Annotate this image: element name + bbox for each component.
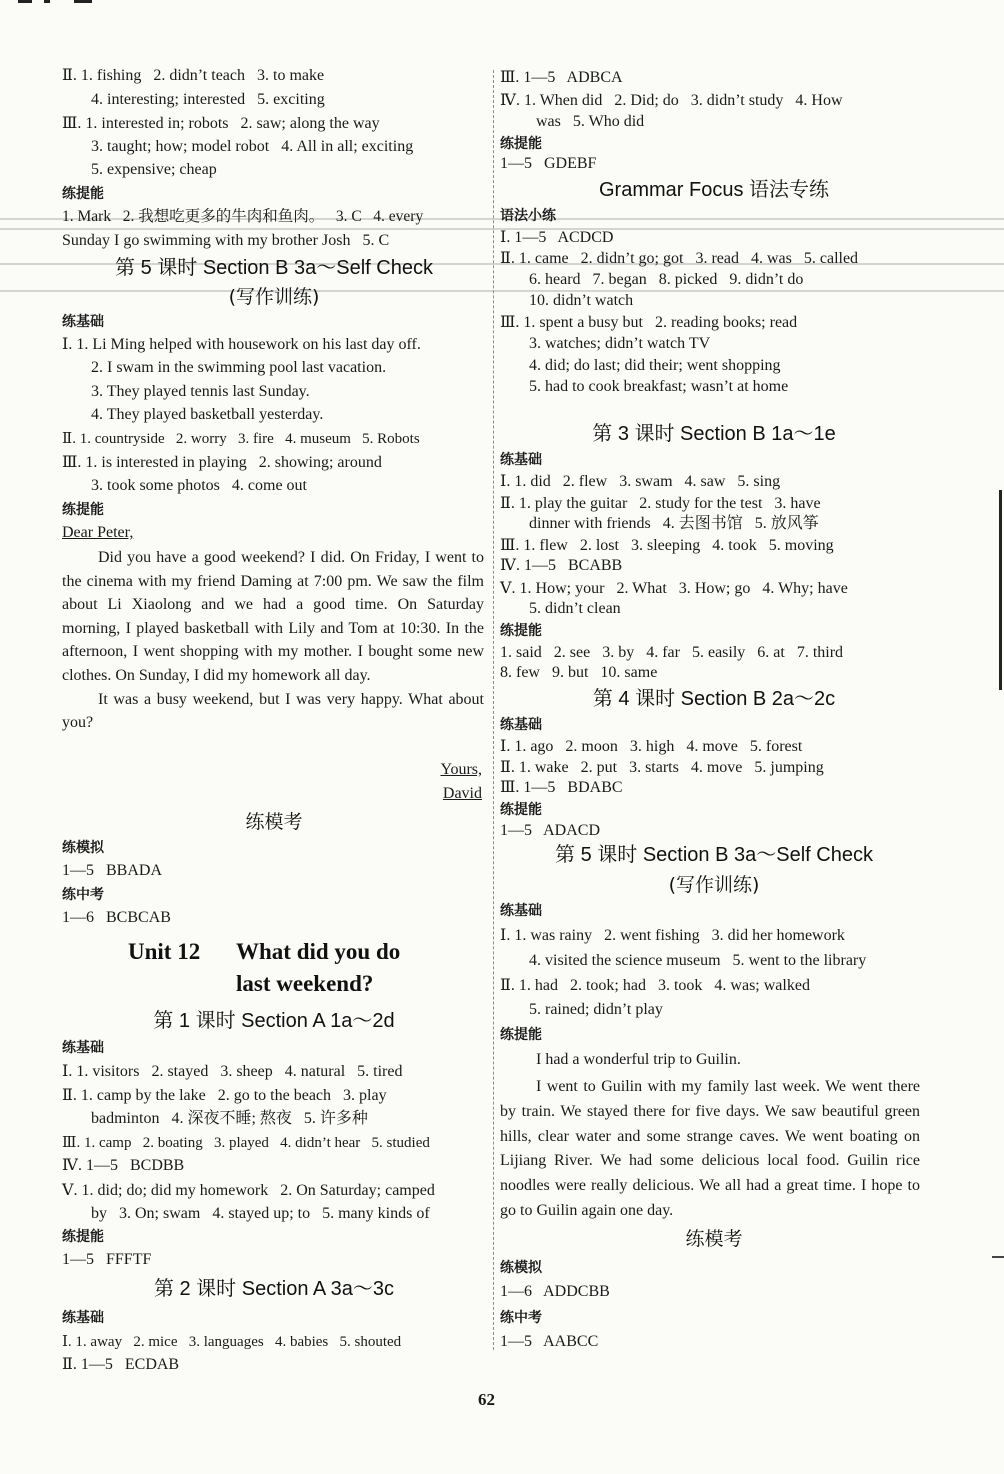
answer-line: Ⅰ. 1—5 ACDCD [500,229,614,246]
answer-line: 2. I swam in the swimming pool last vacation. [91,359,387,376]
answer-line: 4. interesting; interested 5. exciting [91,91,325,108]
section-label: 练基础 [62,1310,104,1326]
section-label: 练基础 [62,1040,104,1056]
answer-line: 3. They played tennis last Sunday. [91,383,310,400]
unit-label: Unit 12 [128,939,201,964]
section-label: 练模拟 [62,840,104,856]
answer-line: Ⅲ. 1. interested in; robots 2. saw; along the way [62,115,380,132]
answer-line: 4. They played basketball yesterday. [91,406,324,423]
answer-line: Ⅰ. 1. was rainy 2. went fishing 3. did her homework [500,927,845,944]
answer-line: Ⅱ. 1. wake 2. put 3. starts 4. move 5. jumping [500,759,824,776]
answer-line: 1—5 AABCC [500,1333,599,1350]
section-label: 练基础 [500,903,542,919]
answer-line: Ⅱ. 1. play the guitar 2. study for the test 3. have [500,495,821,512]
lesson-heading: 第 5 课时 Section B 3a～Self Check [555,844,873,866]
answer-line: 5. had to cook breakfast; wasn’t at home [529,378,789,395]
page-edge-mark [992,1256,1004,1258]
answer-line: 3. watches; didn’t watch TV [529,335,711,352]
page-number: 62 [478,1390,495,1409]
answer-line: 1—5 BBADA [62,862,163,879]
answer-line: 5. rained; didn’t play [529,1001,663,1018]
section-label: 练基础 [500,717,542,733]
answer-line: Ⅲ. 1. is interested in playing 2. showing; around [62,454,382,471]
answer-line: Ⅲ. 1. spent a busy but 2. reading books; read [500,314,798,331]
answer-line: 4. visited the science museum 5. went to the library [529,952,867,969]
answer-line: Sunday I go swimming with my brother Josh 5. C [62,232,390,249]
lesson-heading: 第 5 课时 Section B 3a～Self Check [115,257,433,279]
answer-line: 1—6 ADDCBB [500,1283,610,1300]
letter-signature: David [442,785,482,802]
answer-line: Ⅱ. 1. camp by the lake 2. go to the beach 3. play [62,1087,387,1104]
answer-line: Ⅱ. 1. had 2. took; had 3. took 4. was; walked [500,977,810,994]
page-edge-mark [999,490,1002,690]
letter-closing: Yours, [440,761,482,778]
scan-mark [18,0,32,3]
answer-line: Ⅴ. 1. How; your 2. What 3. How; go 4. Why; have [500,580,848,597]
answer-line: badminton 4. 深夜不睡; 熬夜 5. 许多种 [91,1110,368,1127]
section-label: 练中考 [500,1310,542,1326]
answer-line: 5. didn’t clean [529,600,621,617]
answer-line: 10. didn’t watch [529,292,634,309]
letter-paragraph: It was a busy weekend, but I was very happy. What about you? [62,690,484,732]
letter-greeting: Dear Peter, [62,524,134,541]
answer-line: 6. heard 7. began 8. picked 9. didn’t do [529,271,804,288]
section-heading: 练模考 [685,1228,743,1250]
answer-line: Ⅲ. 1—5 ADBCA [500,69,623,86]
lesson-subheading: (写作训练) [228,286,320,308]
section-label: 练提能 [62,502,104,518]
answer-line: Ⅳ. 1—5 BCDBB [62,1157,185,1174]
answer-line: by 3. On; swam 4. stayed up; to 5. many kinds of [91,1205,430,1222]
scan-mark [44,0,50,3]
section-label: 练提能 [500,623,542,639]
section-label: 练提能 [62,1229,104,1245]
section-heading: 练模考 [245,811,303,833]
answer-line: Ⅲ. 1. camp 2. boating 3. played 4. didn’t hear 5. studied [62,1135,430,1151]
answer-line: dinner with friends 4. 去图书馆 5. 放风筝 [529,515,819,532]
answer-line: 1—5 GDEBF [500,155,597,172]
answer-line: Ⅰ. 1. visitors 2. stayed 3. sheep 4. natural 5. tired [62,1063,403,1080]
answer-line: Ⅴ. 1. did; do; did my homework 2. On Saturday; camped [62,1182,435,1199]
lesson-subheading: (写作训练) [668,874,760,896]
section-heading: Grammar Focus 语法专练 [598,179,830,201]
unit-title: last weekend? [236,971,374,996]
answer-line: Ⅱ. 1. fishing 2. didn’t teach 3. to make [62,67,325,84]
answer-line: 1—5 ADACD [500,822,601,839]
answer-line: 8. few 9. but 10. same [500,664,658,681]
answer-line: 3. took some photos 4. come out [91,477,307,494]
answer-line: 1—5 FFFTF [62,1251,152,1268]
section-label: 练提能 [500,136,542,152]
unit-title: What did you do [236,939,401,964]
essay-title: I had a wonderful trip to Guilin. [536,1051,741,1068]
section-label: 练基础 [62,314,104,330]
essay-paragraph: I went to Guilin with my family last week. We went there by train. We stayed there for five days. We saw beautiful green hills, clear water and some strange caves. We went boating on Lijiang River. We had some delicious local food. Guilin rice noodles were really delicious. We all had a great time. I hope to go to Guilin again one day. [500,1078,920,1219]
section-label: 练提能 [500,802,542,818]
answer-line: 1—6 BCBCAB [62,909,171,926]
answer-line: Ⅰ. 1. ago 2. moon 3. high 4. move 5. forest [500,738,803,755]
section-label: 语法小练 [500,208,556,224]
answer-line: Ⅳ. 1. When did 2. Did; do 3. didn’t study 4. How [500,92,843,109]
section-label: 练提能 [500,1027,542,1043]
lesson-heading: 第 4 课时 Section B 2a～2c [592,688,836,710]
answer-line: Ⅰ. 1. did 2. flew 3. swam 4. saw 5. sing [500,473,781,490]
answer-line: Ⅰ. 1. Li Ming helped with housework on his last day off. [62,336,421,353]
answer-line: Ⅱ. 1. came 2. didn’t go; got 3. read 4. was 5. called [500,250,859,267]
essay-body [500,1075,920,1224]
lesson-heading: 第 3 课时 Section B 1a～1e [592,423,836,445]
answer-line: 4. did; do last; did their; went shopping [529,357,781,374]
lesson-heading: 第 2 课时 Section A 3a～3c [153,1278,395,1300]
scan-mark [74,0,92,3]
letter-paragraph: Did you have a good weekend? I did. On Friday, I went to the cinema with my friend Daming at 7:00 pm. We saw the film about Li Xiaolong and we had a good time. On Saturday morning, I played basketball with Lily and Tom at 10:30. In the afternoon, I went shopping with my mother. I bought some new clothes. On Sunday, I did my homework all day. [62,549,484,684]
answer-line: 5. expensive; cheap [91,161,217,178]
answer-line: 1. Mark 2. 我想吃更多的牛肉和鱼肉。 3. C 4. every [62,208,424,225]
answer-line: Ⅲ. 1. flew 2. lost 3. sleeping 4. took 5. moving [500,537,834,554]
letter-body [62,546,484,735]
answer-line: Ⅳ. 1—5 BCABB [500,557,623,574]
answer-line: Ⅰ. 1. away 2. mice 3. languages 4. babies 5. shouted [62,1334,402,1350]
answer-line: Ⅱ. 1—5 ECDAB [62,1356,180,1373]
section-label: 练中考 [62,887,104,903]
section-label: 练基础 [500,452,542,468]
answer-line: was 5. Who did [536,113,645,130]
answer-line: 3. taught; how; model robot 4. All in all; exciting [91,138,414,155]
lesson-heading: 第 1 课时 Section A 1a～2d [153,1010,395,1032]
section-label: 练模拟 [500,1260,542,1276]
answer-line: 1. said 2. see 3. by 4. far 5. easily 6. at 7. third [500,644,844,661]
answer-line: Ⅲ. 1—5 BDABC [500,779,623,796]
answer-line: Ⅱ. 1. countryside 2. worry 3. fire 4. museum 5. Robots [62,431,420,447]
column-divider [493,70,495,1350]
section-label: 练提能 [62,186,104,202]
